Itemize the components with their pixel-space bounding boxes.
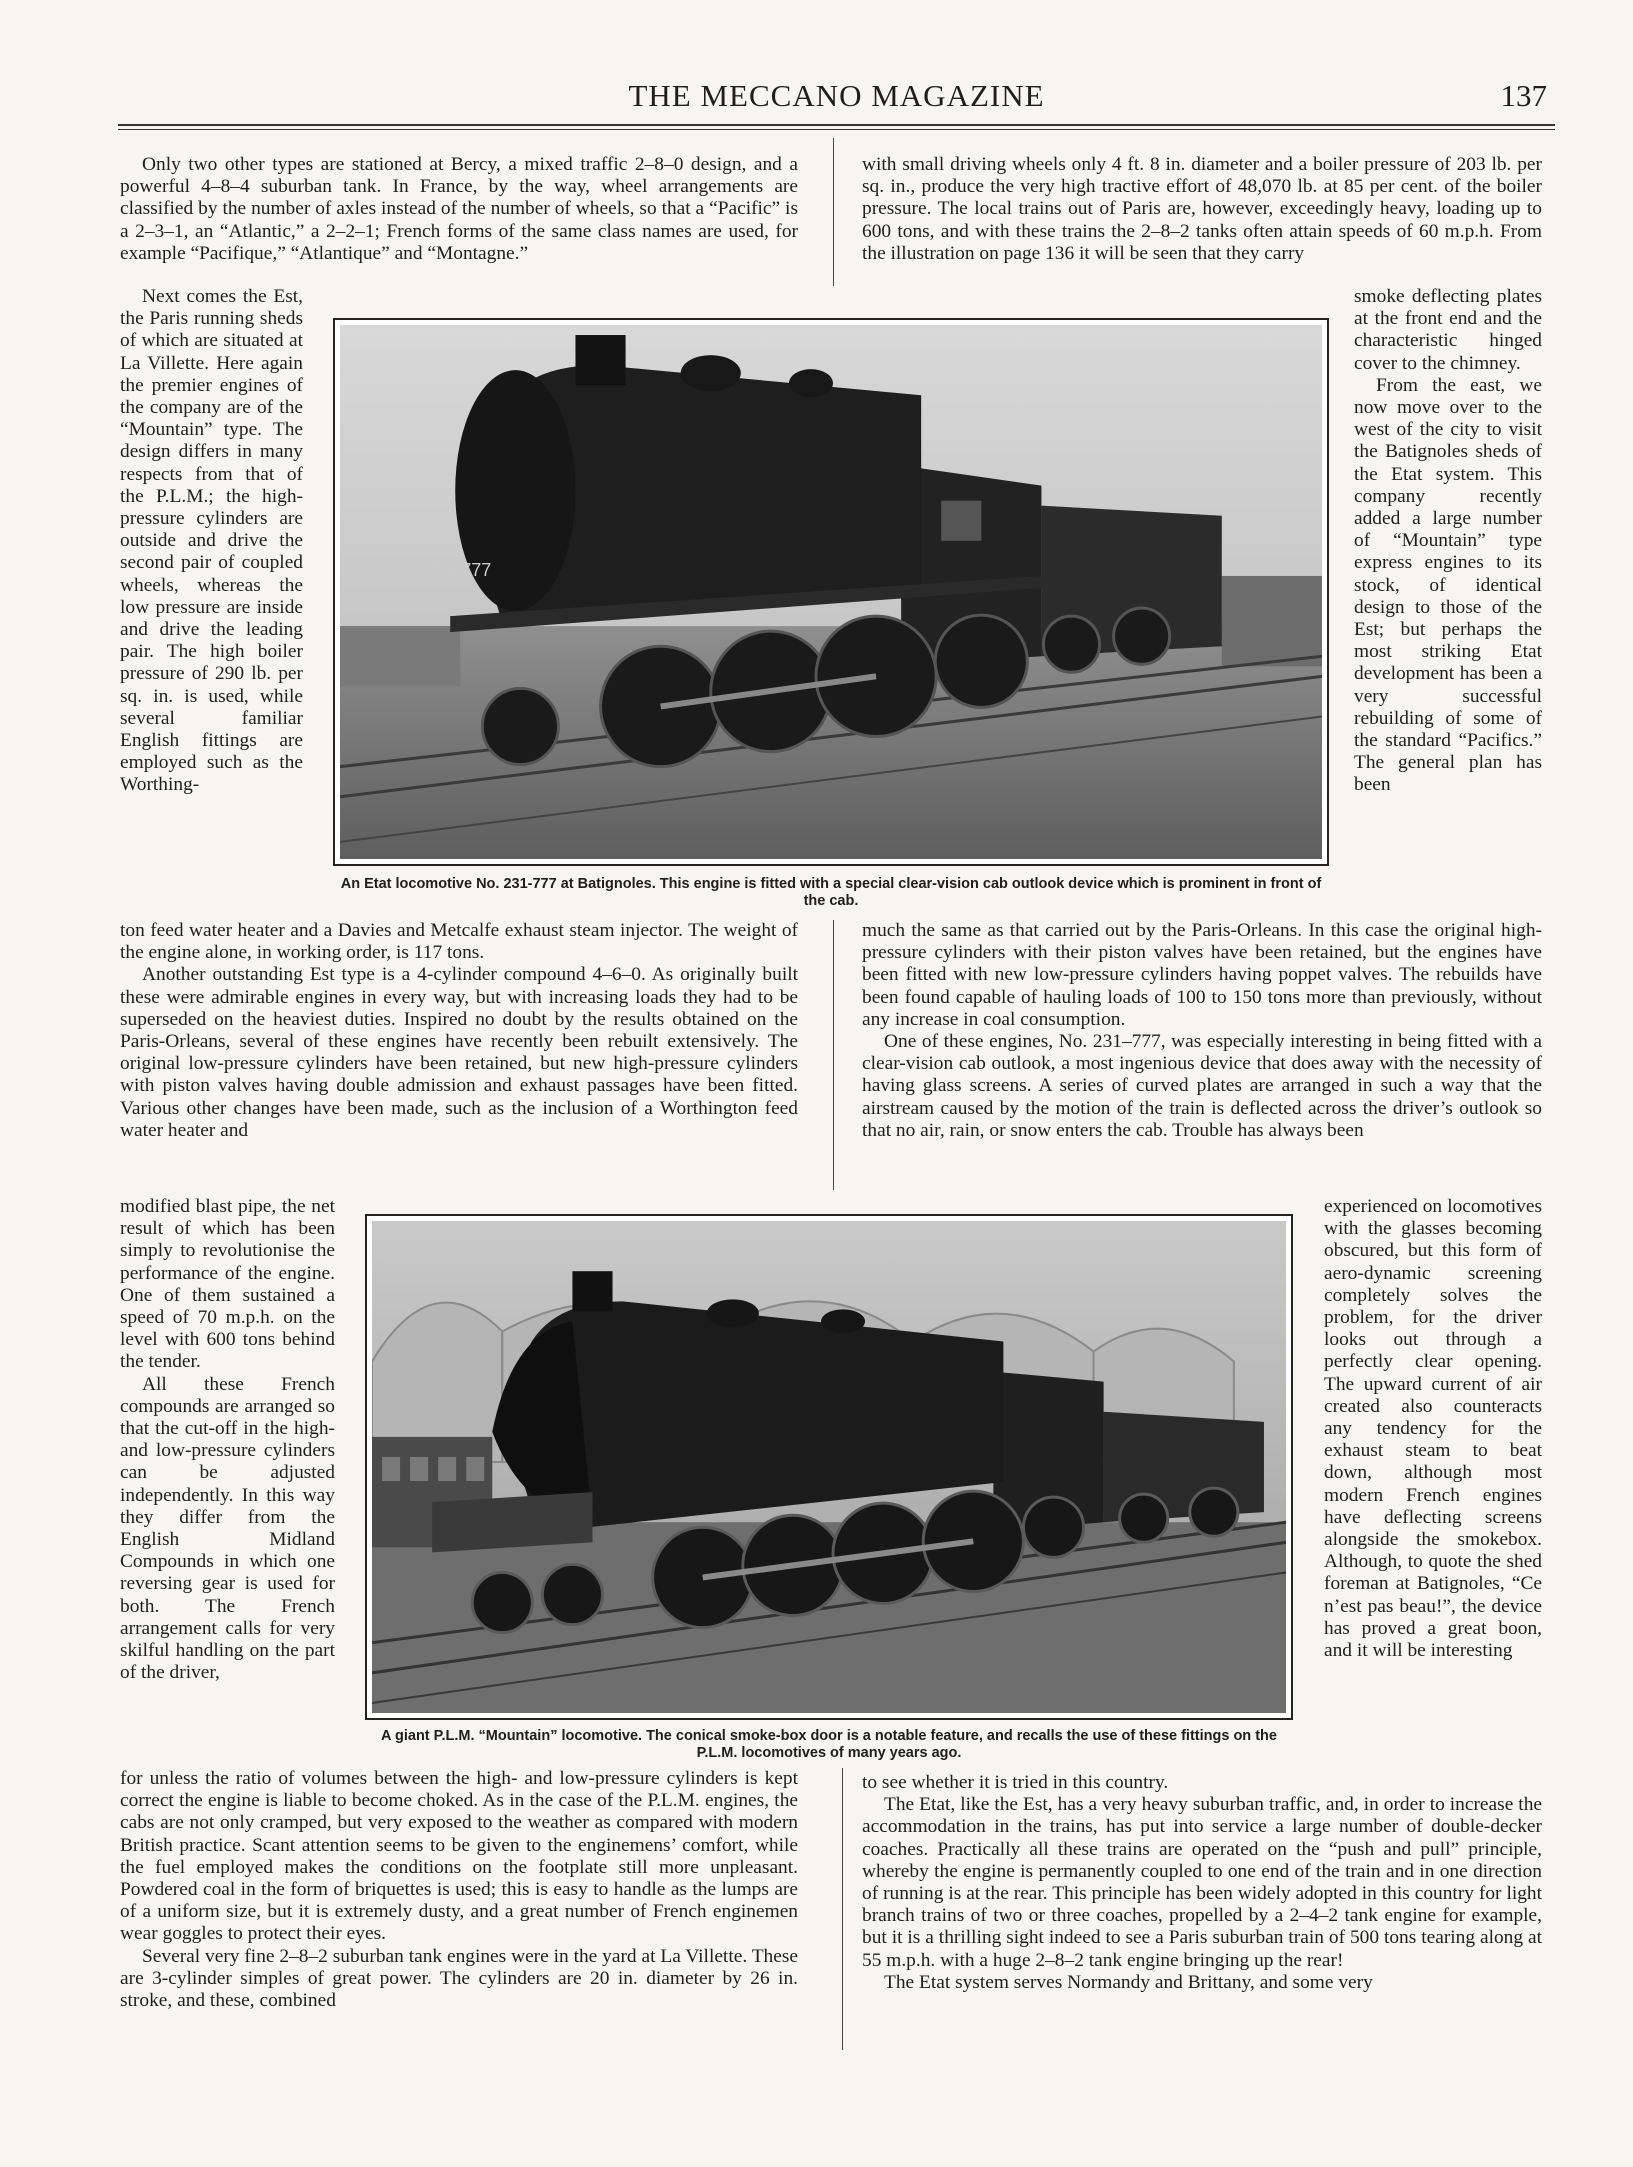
paragraph: smoke deflecting plates at the front end and the characteristic hinged cover to the chimney. [1354,286,1542,374]
paragraph: Several very fine 2–8–2 suburban tank engines were in the yard at La Villette. These are 3-cylinder simples of great power. The cylinders are 20 in. diameter by 26 in. stroke, and these, combined [120,1945,798,2012]
text-block [862,920,1542,1196]
locomotive-photo [372,1221,1286,1713]
paragraph: Next comes the Est, the Paris running sheds of which are situated at La Villette. Here again the premier engines of the company are of the “Mountain” type. The design differs in many respects from that of the P.L.M.; the high-pressure cylinders are outside and drive the second pair of coupled wheels, whereas the low pressure are inside and drive the leading pair. The high boiler pressure of 290 lb. per sq. in. is used, while several familiar English fittings are employed such as the Worthing- [120,286,303,796]
paragraph: ton feed water heater and a Davies and Metcalfe exhaust steam injector. The weight of the engine alone, in working order, is 117 tons. [120,920,798,964]
paragraph: All these French compounds are arranged so that the cut-off in the high- and low-pressure cylinders can be adjusted independently. In this way they differ from the English Midland Compounds in which one reversing gear is used for both. The French arrangement calls for very skilful handling on the part of the driver, [120,1373,335,1684]
paragraph: The Etat, like the Est, has a very heavy suburban traffic, and, in order to increase the accommodation in the trains, has put into service a large number of double-decker coaches. Practically all these trains are operated on the “push and pull” principle, whereby the engine is permanently coupled to one end of the train and in one direction of running is at the rear. This principle has been widely adopted in this country for light branch trains of two or three coaches, propelled by a 2–4–2 tank engine for example, but it is a thrilling sight indeed to see a Paris suburban train of 500 tons tearing along at 55 m.p.h. with a huge 2–8–2 tank engine bringing up the rear! [862,1794,1542,1971]
figure-1-caption: An Etat locomotive No. 231-777 at Batignoles. This engine is fitted with a special clear-vision cab outlook device which is prominent in front of the cab. [340,876,1322,909]
figure-etat-locomotive [333,318,1329,866]
paragraph: much the same as that carried out by the Paris-Orleans. In this case the original high-pressure cylinders with their piston valves have been retained, but the engines have been fitted with new low-pressure cylinders having poppet valves. The rebuilds have been found capable of hauling loads of 100 to 150 tons more than previously, without any increase in coal consumption. [862,920,1542,1030]
text-block [120,920,798,1196]
paragraph: Only two other types are stationed at Bercy, a mixed traffic 2–8–0 design, and a powerful 4–8–4 suburban tank. In France, by the way, wheel arrangements are classified by the number of axles instead of the number of wheels, so that a “Pacific” is a 2–3–1, an “Atlantic,” a 2–2–1; French forms of the same class names are used, for example “Pacifique,” “Atlantique” and “Montagne.” [120,154,798,264]
text-block [120,154,798,286]
paragraph: From the east, we now move over to the west of the city to visit the Batignoles sheds of the Etat system. This company recently added a large number of “Mountain” type express engines to its stock, of identical design to those of the Est; but perhaps the most striking Etat development has been a very successful rebuilding of some of the standard “Pacifics.” The general plan has been [1354,374,1542,796]
column-divider [833,920,834,1190]
cab-number-plate: 231-777 [425,559,492,580]
text-block [1354,286,1542,920]
paragraph: The Etat system serves Normandy and Brittany, and some very [884,1971,1373,1993]
locomotive-photo [340,325,1322,859]
magazine-title: THE MECCANO MAGAZINE [628,78,1045,113]
paragraph: Another outstanding Est type is a 4-cylinder compound 4–6–0. As originally built these were admirable engines in every way, but with increasing loads they had to be superseded on the heaviest duties. Inspired no doubt by the results obtained on the Paris-Orleans, several of these engines have recently been rebuilt extensively. The original low-pressure cylinders have been retained, but new high-pressure cylinders with piston valves having double admission and exhaust passages have been fitted. Various other changes have been made, such as the inclusion of a Worthington feed water heater and [120,964,798,1141]
figure-2-caption: A giant P.L.M. “Mountain” locomotive. The conical smoke-box door is a notable feature, and recalls the use of these fittings on the P.L.M. locomotives of many years ago. [381,1728,1277,1761]
header-rule [118,124,1555,126]
column-divider [833,138,834,286]
text-block [120,1196,335,1768]
page-header [118,78,1555,118]
header-rule-thin [118,129,1555,130]
paragraph: with small driving wheels only 4 ft. 8 in. diameter and a boiler pressure of 203 lb. per sq. in., produce the very high tractive effort of 48,070 lb. at 85 per cent. of the boiler pressure. The local trains out of Paris are, however, exceedingly heavy, loading up to 600 tons, and with these trains the 2–8–2 tanks often attain speeds of 60 m.p.h. From the illustration on page 136 it will be seen that they carry [862,154,1542,264]
text-block [120,1768,798,2058]
text-block [862,154,1542,286]
paragraph: experienced on locomotives with the glasses becoming obscured, but this form of aero-dynamic screening completely solves the problem, for the driver looks out through a perfectly clear opening. The upward current of air created also counteracts any tendency for the exhaust steam to beat down, although most modern French engines have deflecting screens alongside the smokebox. Although, to quote the shed foreman at Batignoles, “Ce n’est pas beau!”, the device has proved a great boon, and it will be interesting [1324,1196,1542,1662]
paragraph: One of these engines, No. 231–777, was especially interesting in being fitted with a clear-vision cab outlook, a most ingenious device that does away with the necessity of having glass screens. A series of curved plates are arranged in such a way that the airstream caused by the motion of the train is deflected across the driver’s outlook so that no air, rain, or snow enters the cab. Trouble has always been [862,1031,1542,1141]
paragraph: to see whether it is tried in this country. [862,1772,1169,1793]
text-block [862,1772,1542,2062]
column-divider [842,1768,843,2050]
paragraph: modified blast pipe, the net result of which has been simply to revolutionise the performance of the engine. One of them sustained a speed of 70 m.p.h. on the level with 600 tons behind the tender. [120,1196,335,1373]
text-block [120,286,303,920]
text-block [1324,1196,1542,1772]
figure-plm-mountain-locomotive [365,1214,1293,1720]
page-number: 137 [1500,78,1547,113]
paragraph: for unless the ratio of volumes between the high- and low-pressure cylinders is kept correct the engine is liable to become choked. As in the case of the P.L.M. engines, the cabs are not only cramped, but very exposed to the weather as compared with modern British practice. Scant attention seems to be given to the enginemens’ comfort, while the fuel employed makes the conditions on the footplate still more unpleasant. Powdered coal in the form of briquettes is used; this is easy to handle as the lumps are of a uniform size, but it is extremely dusty, and a great number of French enginemen wear goggles to protect their eyes. [120,1768,798,1945]
